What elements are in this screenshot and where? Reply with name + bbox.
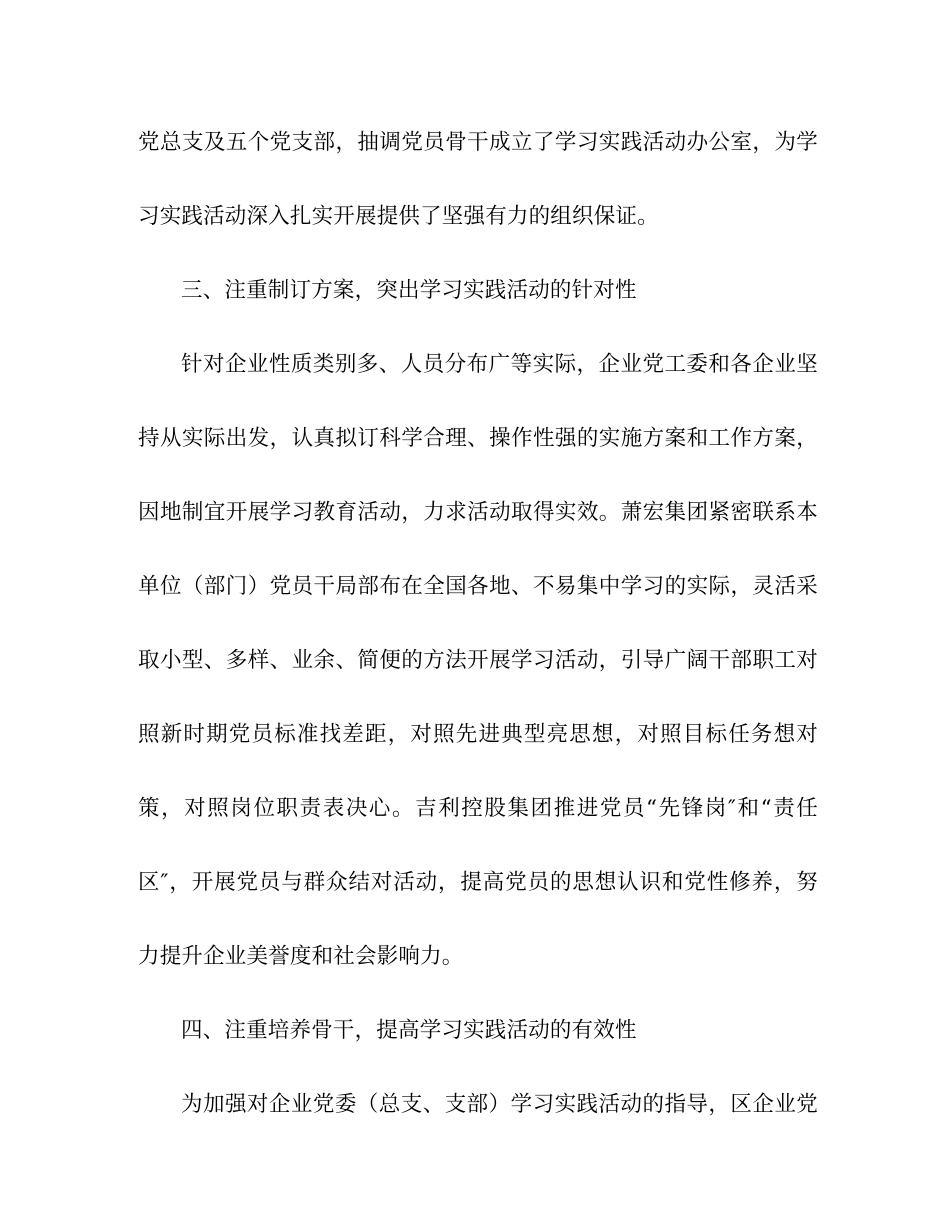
paragraph-line: 持从实际出发，认真拟订科学合理、操作性强的实施方案和工作方案，	[138, 426, 818, 451]
paragraph-line: 策，对照岗位职责表决心。吉利控股集团推进党员“先锋岗″和“责任	[138, 796, 818, 821]
paragraph-line: 针对企业性质类别多、人员分布广等实际，企业党工委和各企业坚	[181, 352, 818, 377]
paragraph-line: 党总支及五个党支部，抽调党员骨干成立了学习实践活动办公室，为学	[138, 130, 818, 155]
section-heading: 三、注重制订方案，突出学习实践活动的针对性	[181, 278, 637, 303]
paragraph-line: 习实践活动深入扎实开展提供了坚强有力的组织保证。	[138, 204, 659, 229]
paragraph-line: 为加强对企业党委（总支、支部）学习实践活动的指导，区企业党	[181, 1092, 818, 1117]
paragraph-line: 区″，开展党员与群众结对活动，提高党员的思想认识和党性修养，努	[138, 870, 818, 895]
paragraph-line: 力提升企业美誉度和社会影响力。	[138, 944, 464, 969]
section-heading: 四、注重培养骨干，提高学习实践活动的有效性	[181, 1018, 637, 1043]
paragraph-line: 取小型、多样、业余、简便的方法开展学习活动，引导广阔干部职工对	[138, 648, 818, 673]
paragraph-line: 单位（部门）党员干局部布在全国各地、不易集中学习的实际，灵活采	[138, 574, 818, 599]
paragraph-line: 照新时期党员标准找差距，对照先进典型亮思想，对照目标任务想对	[138, 722, 818, 747]
paragraph-line: 因地制宜开展学习教育活动，力求活动取得实效。萧宏集团紧密联系本	[138, 500, 818, 525]
